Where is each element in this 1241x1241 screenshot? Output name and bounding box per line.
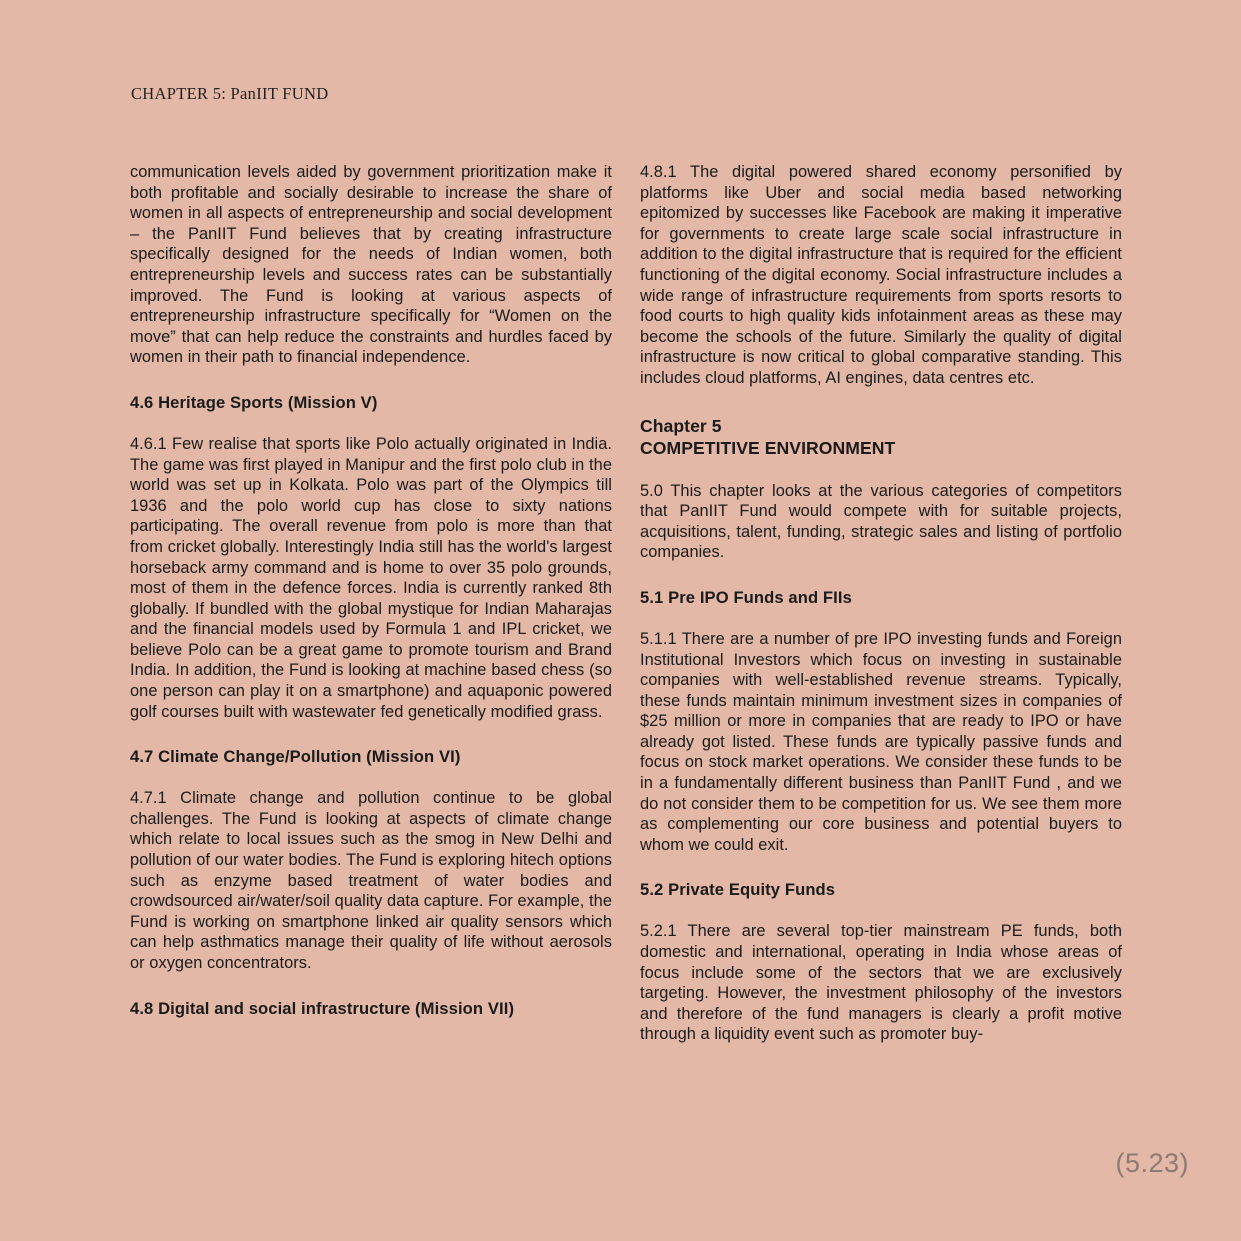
- heading-4-7: 4.7 Climate Change/Pollution (Mission VI): [130, 747, 461, 767]
- paragraph-5-0: 5.0 This chapter looks at the various categories of competitors that PanIIT Fund would compete with for suitable projects, acquisitions, talent, funding, strategic sales and listing of portfolio companies.: [640, 481, 1122, 562]
- paragraph-continued: communication levels aided by government prioritization make it both profitable and socially desirable to increase the share of women in all aspects of entrepreneurship and social development – the PanIIT Fund believes that by creating infrastructure specifically designed for the needs of Indian women, both entrepreneurship levels and success rates can be substantially improved. The Fund is looking at various aspects of entrepreneurship infrastructure specifically for “Women on the move” that can help reduce the constraints and hurdles faced by women in their path to financial independence.: [130, 163, 612, 367]
- chapter-label: Chapter 5: [640, 415, 722, 436]
- paragraph-5-1-1: 5.1.1 There are a number of pre IPO investing funds and Foreign Institutional Investors which focus on investing in sustainable companies with well-established revenue streams. Typically, these funds maintain minimum investment sizes in companies of $25 million or more in companies that are ready to IPO or have already got listed. These funds are typically passive funds and focus on stock market operations. We consider these funds to be in a fundamentally different business than PanIIT Fund , and we do not consider them to be competition for us. We see them more as complementing our core business and potential buyers to whom we could exit.: [640, 629, 1122, 854]
- heading-4-8: 4.8 Digital and social infrastructure (Mission VII): [130, 998, 515, 1018]
- right-column: [640, 162, 1122, 1045]
- paragraph-5-2-1: 5.2.1 There are several top-tier mainstream PE funds, both domestic and international, operating in India whose areas of focus include some of the sectors that we are exclusively targeting. However, the investment philosophy of the investors and therefore of the fund managers is clearly a profit motive through a liquidity event such as promoter buy-: [640, 922, 1122, 1044]
- heading-4-6: 4.6 Heritage Sports (Mission V): [130, 392, 378, 412]
- page-number: (5.23): [1115, 1148, 1189, 1178]
- chapter-heading: [640, 415, 1122, 460]
- chapter-title: COMPETITIVE ENVIRONMENT: [640, 438, 896, 459]
- heading-5-2: 5.2 Private Equity Funds: [640, 880, 836, 900]
- two-column-body: [130, 162, 1122, 1045]
- heading-5-1: 5.1 Pre IPO Funds and FIIs: [640, 587, 852, 607]
- paragraph-4-6-1: 4.6.1 Few realise that sports like Polo actually originated in India. The game was first played in Manipur and the first polo club in the world was set up in Kolkata. Polo was part of the Olympics till 1936 and the polo world cup has close to sixty nations participating. The overall revenue from polo is more than that from cricket globally. Interestingly India still has the world's largest horseback army command and is home to over 35 polo grounds, most of them in the defence forces. India is currently ranked 8th globally. If bundled with the global mystique for Indian Maharajas and the financial models used by Formula 1 and IPL cricket, we believe Polo can be a great game to promote tourism and Brand India. In addition, the Fund is looking at machine based chess (so one person can play it on a smartphone) and aquaponic powered golf courses built with wastewater fed genetically modified grass.: [130, 434, 612, 721]
- paragraph-4-7-1: 4.7.1 Climate change and pollution continue to be global challenges. The Fund is looking at aspects of climate change which relate to local issues such as the smog in New Delhi and pollution of our water bodies. The Fund is exploring hitech options such as enzyme based treatment of water bodies and crowdsourced air/water/soil quality data capture. For example, the Fund is working on smartphone linked air quality sensors which can help asthmatics manage their quality of life without aerosols or oxygen concentrators.: [130, 789, 612, 972]
- paragraph-4-8-1: 4.8.1 The digital powered shared economy personified by platforms like Uber and social media based networking epitomized by successes like Facebook are making it imperative for governments to create large scale social infrastructure in addition to the digital infrastructure that is required for the efficient functioning of the digital economy. Social infrastructure includes a wide range of infrastructure requirements from sports resorts to food courts to high quality kids infotainment areas as these may become the schools of the future. Similarly the quality of digital infrastructure is now critical to global comparative standing. This includes cloud platforms, AI engines, data centres etc.: [640, 163, 1122, 387]
- page-header: CHAPTER 5: PanIIT FUND: [131, 84, 329, 103]
- left-column: [130, 162, 612, 1045]
